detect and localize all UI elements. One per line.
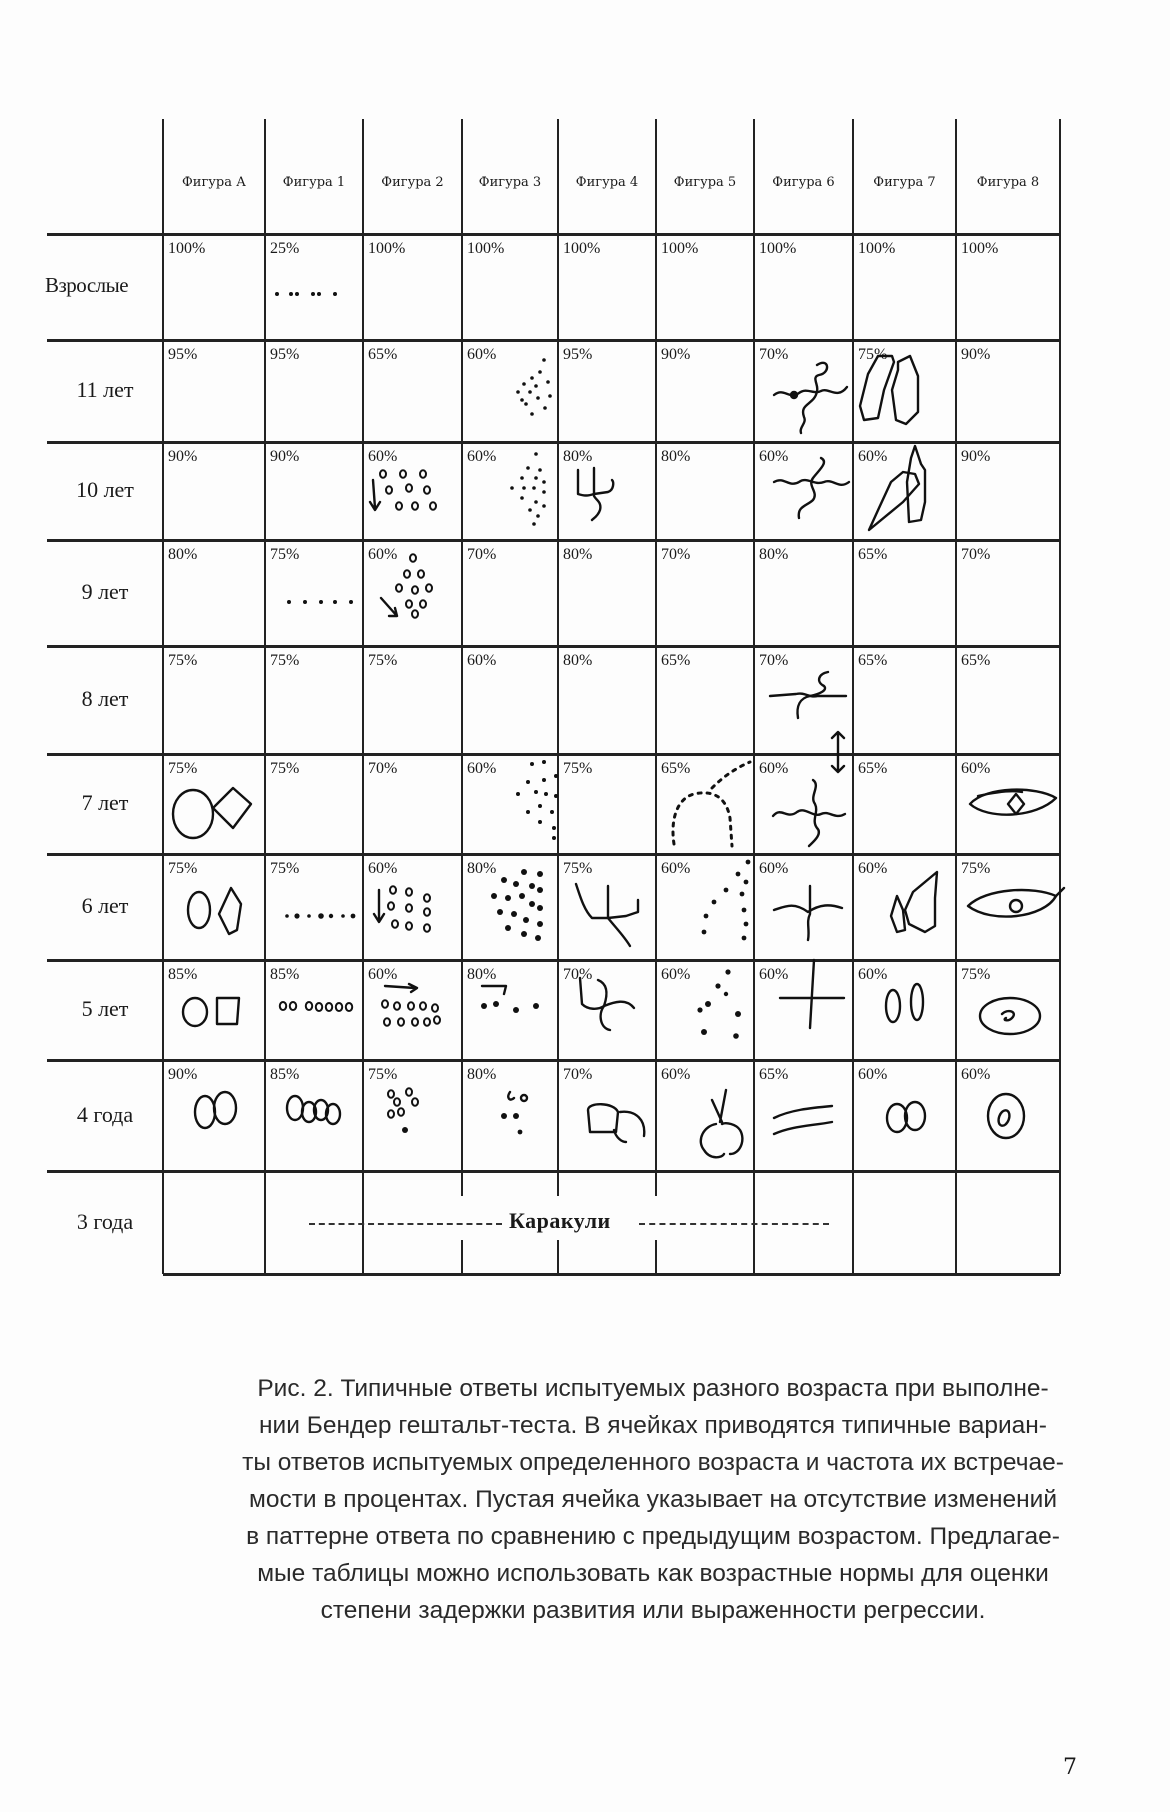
- row-divider: [47, 233, 1060, 236]
- circle-diamond-sketch: [171, 782, 266, 856]
- row-divider: [47, 959, 1060, 962]
- wavy-lines-sketch: [770, 1104, 840, 1148]
- percentage-value: 60%: [858, 860, 888, 877]
- percentage-value: 60%: [759, 760, 789, 777]
- eye-diamond-sketch: [966, 784, 1066, 838]
- caption-line: мости в процентах. Пустая ячейка указывает на отсутствие изменений: [248, 1486, 1058, 1513]
- row-label: 8 лет: [81, 686, 129, 711]
- percentage-value: 80%: [467, 860, 497, 877]
- caption-line: мые таблицы можно использовать как возрастные нормы для оценки: [257, 1560, 1049, 1587]
- row-label: 11 лет: [76, 377, 134, 402]
- branch-shape-sketch: [574, 466, 624, 530]
- circles-arrow-sketch: [381, 982, 461, 1056]
- dotted-curve-sketch: [686, 968, 756, 1052]
- dotted-arrow-sketch: [478, 982, 558, 1036]
- percentage-value: 80%: [467, 966, 497, 983]
- column-divider: [461, 119, 463, 1196]
- row-label: 5 лет: [81, 996, 129, 1021]
- dot-pattern-sketch: [500, 356, 560, 430]
- percentage-value: 60%: [368, 966, 398, 983]
- overlapping-circles-sketch: [584, 1102, 654, 1156]
- percentage-value: 60%: [661, 860, 691, 877]
- percentage-value: 60%: [961, 760, 991, 777]
- row-divider: [47, 645, 1060, 648]
- percentage-value: 70%: [563, 966, 593, 983]
- percentage-value: 65%: [661, 760, 691, 777]
- circles-arrow-sketch: [373, 886, 443, 960]
- double-circle-sketch: [193, 1092, 243, 1136]
- percentage-value: 75%: [563, 860, 593, 877]
- percentage-value: 60%: [858, 1066, 888, 1083]
- eye-circle-sketch: [964, 884, 1064, 938]
- dot-row-sketch: [273, 284, 363, 303]
- percentage-value: 75%: [368, 1066, 398, 1083]
- column-divider: [955, 119, 957, 1274]
- overlapping-leaves-sketch: [863, 442, 938, 536]
- percentage-value: 100%: [961, 240, 999, 257]
- plus-sketch: [774, 960, 854, 1034]
- percentage-value: 60%: [467, 760, 497, 777]
- row-divider: [47, 1059, 1060, 1062]
- percentage-value: 75%: [270, 760, 300, 777]
- wavy-cross-sketch: [769, 776, 849, 870]
- dot-pattern-sketch: [492, 758, 562, 852]
- percentage-value: 60%: [661, 1066, 691, 1083]
- percentage-value: 75%: [168, 860, 198, 877]
- percentage-value: 75%: [961, 966, 991, 983]
- caption-line: Рис. 2. Типичные ответы испытуемых разного возраста при выполне-: [257, 1375, 1049, 1402]
- percentage-value: 70%: [368, 760, 398, 777]
- percentage-value: 60%: [467, 346, 497, 363]
- row-label: 4 года: [76, 1101, 134, 1127]
- circle-chain-sketch: [285, 1092, 355, 1136]
- egg-with-diamond-sketch: [984, 1088, 1034, 1152]
- percentage-value: 65%: [858, 760, 888, 777]
- column-header: Фигура 3: [478, 175, 542, 190]
- dot-pattern-sketch: [492, 450, 552, 534]
- scattered-dots-sketch: [488, 1088, 538, 1152]
- scattered-circles-sketch: [387, 1088, 437, 1152]
- column-header: Фигура 8: [976, 175, 1040, 190]
- column-header: Фигура 6: [772, 175, 835, 190]
- percentage-value: 65%: [368, 346, 398, 363]
- row-label: 10 лет: [76, 477, 134, 502]
- row-divider: [47, 1170, 1060, 1173]
- percentage-value: 90%: [661, 346, 691, 363]
- caption-line: нии Бендер гештальт-теста. В ячейках приводятся типичные вариан-: [259, 1412, 1047, 1439]
- percentage-value: 90%: [961, 346, 991, 363]
- column-header: Фигура 7: [873, 175, 936, 190]
- percentage-value: 70%: [759, 346, 789, 363]
- percentage-value: 65%: [759, 1066, 789, 1083]
- column-header: Фигура 5: [673, 175, 737, 190]
- row-label: 3 года: [76, 1208, 134, 1234]
- percentage-value: 60%: [961, 1066, 991, 1083]
- percentage-value: 60%: [759, 448, 789, 465]
- percentage-value: 60%: [368, 860, 398, 877]
- dense-dots-sketch: [478, 868, 548, 952]
- percentage-value: 80%: [168, 546, 198, 563]
- scribbles-dash-left: [309, 1223, 502, 1225]
- caption-line: степени задержки развития или выраженности регрессии.: [320, 1597, 986, 1624]
- percentage-value: 75%: [270, 652, 300, 669]
- percentage-value: 60%: [467, 652, 497, 669]
- cross-sketch: [768, 884, 848, 958]
- wavy-cross-sketch: [769, 345, 859, 439]
- circle-with-line-sketch: [694, 1088, 754, 1172]
- percentage-value: 60%: [368, 448, 398, 465]
- percentage-value: 90%: [961, 448, 991, 465]
- two-ovals-sketch: [883, 978, 933, 1032]
- percentage-value: 70%: [563, 1066, 593, 1083]
- figure-caption: [218, 1370, 1088, 1629]
- percentage-value: 25%: [270, 240, 300, 257]
- percentage-value: 65%: [858, 652, 888, 669]
- circles-arrow-sketch: [367, 468, 447, 532]
- percentage-value: 75%: [858, 346, 888, 363]
- percentage-value: 100%: [467, 240, 505, 257]
- bender-gestalt-table: [47, 137, 1060, 1274]
- percentage-value: 75%: [270, 860, 300, 877]
- dotted-arch-sketch: [664, 758, 759, 852]
- column-divider: [655, 1240, 657, 1274]
- percentage-value: 70%: [467, 546, 497, 563]
- percentage-value: 85%: [270, 966, 300, 983]
- percentage-value: 95%: [270, 346, 300, 363]
- percentage-value: 60%: [467, 448, 497, 465]
- percentage-value: 70%: [759, 652, 789, 669]
- wavy-cross-sketch: [769, 452, 859, 526]
- circle-square-sketch: [181, 994, 251, 1038]
- column-header: Фигура А: [182, 175, 246, 190]
- percentage-value: 95%: [563, 346, 593, 363]
- percentage-value: 75%: [961, 860, 991, 877]
- caption-line: в паттерне ответа по сравнению с предыдущим возрастом. Предлагае-: [246, 1523, 1060, 1550]
- percentage-value: 85%: [168, 966, 198, 983]
- percentage-value: 65%: [961, 652, 991, 669]
- percentage-value: 60%: [759, 860, 789, 877]
- percentage-value: 90%: [168, 448, 198, 465]
- percentage-value: 80%: [661, 448, 691, 465]
- small-circles-row-sketch: [277, 998, 362, 1022]
- percentage-value: 90%: [168, 1066, 198, 1083]
- percentage-value: 75%: [168, 760, 198, 777]
- percentage-value: 80%: [467, 1066, 497, 1083]
- wavy-cross-arrow-sketch: [766, 668, 861, 782]
- branch-shape-sketch: [574, 882, 654, 966]
- percentage-value: 90%: [270, 448, 300, 465]
- dotted-curve-sketch: [676, 858, 756, 952]
- percentage-value: 65%: [858, 546, 888, 563]
- percentage-value: 75%: [563, 760, 593, 777]
- oval-diamond-sketch: [185, 886, 255, 950]
- column-divider: [461, 1240, 463, 1274]
- two-leaves-sketch: [883, 870, 943, 944]
- egg-spiral-sketch: [970, 992, 1050, 1046]
- row-label: 7 лет: [81, 790, 129, 815]
- percentage-value: 70%: [661, 546, 691, 563]
- column-divider: [264, 119, 266, 1274]
- percentage-value: 80%: [563, 448, 593, 465]
- column-header: Фигура 4: [575, 175, 639, 190]
- percentage-value: 60%: [858, 966, 888, 983]
- column-header: Фигура 1: [282, 175, 346, 190]
- scribbles-label: Каракули: [509, 1207, 611, 1233]
- percentage-value: 60%: [661, 966, 691, 983]
- percentage-value: 100%: [168, 240, 206, 257]
- circles-arrow-sketch: [371, 554, 441, 638]
- percentage-value: 60%: [368, 546, 398, 563]
- percentage-value: 65%: [661, 652, 691, 669]
- column-divider: [1059, 119, 1061, 1274]
- overlapping-hexagons-sketch: [858, 350, 928, 434]
- dot-row-sketch: [283, 908, 363, 927]
- page-number: 7: [1063, 1755, 1077, 1780]
- percentage-value: 60%: [759, 966, 789, 983]
- row-label: Взрослые: [45, 273, 129, 297]
- scribbles-dash-right: [639, 1223, 829, 1225]
- row-divider: [163, 1273, 1060, 1276]
- percentage-value: 100%: [563, 240, 601, 257]
- percentage-value: 100%: [661, 240, 699, 257]
- percentage-value: 60%: [858, 448, 888, 465]
- row-divider: [47, 539, 1060, 542]
- percentage-value: 85%: [270, 1066, 300, 1083]
- row-label: 9 лет: [81, 579, 129, 604]
- percentage-value: 95%: [168, 346, 198, 363]
- double-loop-sketch: [883, 1096, 933, 1140]
- percentage-value: 80%: [563, 546, 593, 563]
- curved-branch-sketch: [574, 974, 644, 1048]
- percentage-value: 70%: [961, 546, 991, 563]
- column-divider: [557, 1240, 559, 1274]
- caption-line: ты ответов испытуемых определенного возраста и частота их встречае-: [242, 1449, 1064, 1476]
- row-label: 6 лет: [81, 893, 129, 918]
- dot-row-sketch: [285, 592, 365, 611]
- percentage-value: 80%: [759, 546, 789, 563]
- percentage-value: 100%: [858, 240, 896, 257]
- percentage-value: 100%: [759, 240, 797, 257]
- percentage-value: 100%: [368, 240, 406, 257]
- column-header: Фигура 2: [381, 175, 444, 190]
- percentage-value: 80%: [563, 652, 593, 669]
- row-divider: [47, 339, 1060, 342]
- row-divider: [47, 753, 1060, 756]
- percentage-value: 75%: [368, 652, 398, 669]
- percentage-value: 75%: [270, 546, 300, 563]
- percentage-value: 75%: [168, 652, 198, 669]
- column-divider: [655, 119, 657, 1196]
